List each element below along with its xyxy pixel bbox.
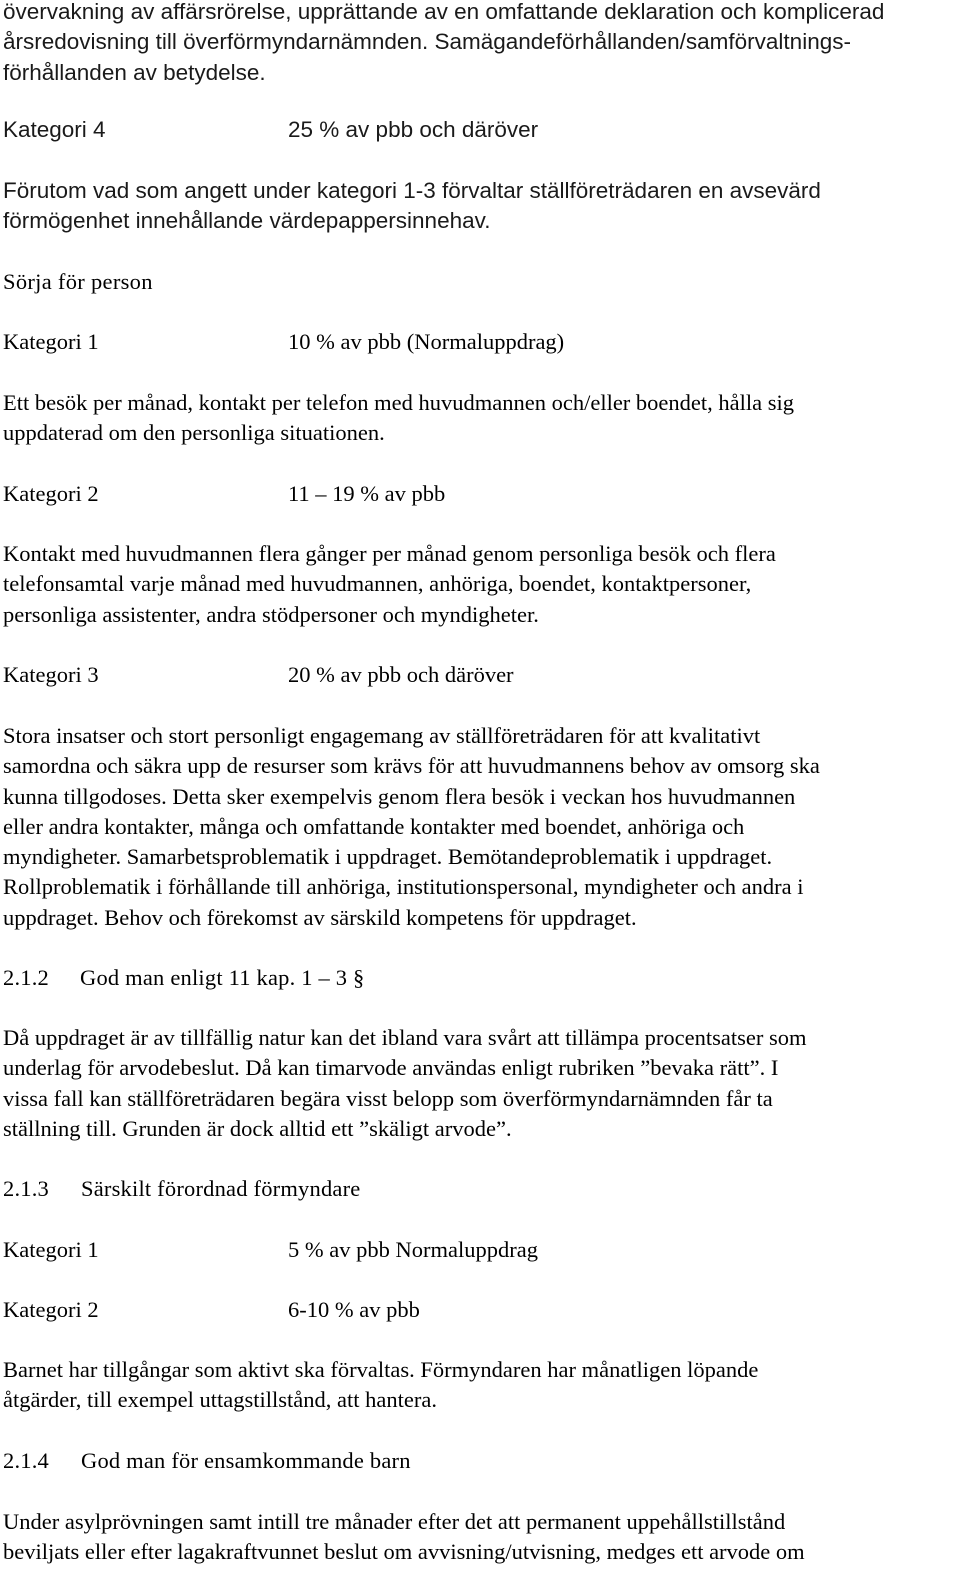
category-label: Kategori 1 [3, 1237, 99, 1262]
sorja-kategori-3-row [3, 660, 958, 690]
section-title: Särskilt förordnad förmyndare [81, 1176, 361, 1201]
text-line: uppdraget. Behov och förekomst av särskild kompetens för uppdraget. [3, 904, 637, 930]
section-number: 2.1.2 [3, 965, 49, 990]
text-line: telefonsamtal varje månad med huvudmannen, anhöriga, boendet, kontaktpersoner, [3, 571, 752, 597]
section-number: 2.1.4 [3, 1448, 49, 1473]
text-line: Kontakt med huvudmannen flera gånger per månad genom personliga besök och flera [3, 541, 776, 566]
section-2-1-3-kategori-2-row [3, 1295, 958, 1325]
text-line: årsredovisning till överförmyndarnämnden. Samägandeförhållanden/samförvaltnings- [3, 29, 851, 55]
text-line: myndigheter. Samarbetsproblematik i uppdraget. Bemötandeproblematik i uppdraget. [3, 844, 773, 870]
forvalta-kategori-4-row [3, 115, 958, 145]
category-value: 11 – 19 % av pbb [288, 481, 446, 506]
category-value: 25 % av pbb och däröver [288, 117, 539, 142]
text-line: Då uppdraget är av tillfällig natur kan det ibland vara svårt att tillämpa procentsatser som [3, 1025, 807, 1050]
category-label: Kategori 4 [3, 117, 106, 142]
section-title: God man enligt 11 kap. 1 – 3 § [80, 965, 365, 990]
text-line: beviljats eller efter lagakraftvunnet beslut om avvisning/utvisning, medges ett arvode om [3, 1539, 805, 1565]
sorja-kategori-1-description [3, 388, 958, 449]
intro-paragraph [3, 0, 958, 88]
text-line: Stora insatser och stort personligt engagemang av ställföreträdaren för att kvalitativt [3, 723, 761, 748]
category-label: Kategori 2 [3, 481, 99, 506]
text-line: personliga assistenter, andra stödpersoner och myndigheter. [3, 601, 539, 627]
section-2-1-3-paragraph [3, 1355, 958, 1416]
section-2-1-2-heading [3, 963, 958, 993]
text-line: Ett besök per månad, kontakt per telefon med huvudmannen och/eller boendet, hålla sig [3, 390, 795, 415]
section-title: God man för ensamkommande barn [81, 1448, 411, 1473]
sorja-kategori-3-description [3, 721, 958, 933]
text-line: förmögenhet innehållande värdepappersinnehav. [3, 208, 491, 234]
sorja-kategori-1-row [3, 327, 958, 357]
text-line: Barnet har tillgångar som aktivt ska förvaltas. Förmyndaren har månatligen löpande [3, 1357, 759, 1382]
category-label: Kategori 1 [3, 329, 99, 354]
text-line: förhållanden av betydelse. [3, 59, 266, 85]
category-value: 5 % av pbb Normaluppdrag [288, 1237, 538, 1262]
section-2-1-4-paragraph [3, 1507, 958, 1568]
category-value: 10 % av pbb (Normaluppdrag) [288, 329, 565, 354]
sorja-for-person-heading: Sörja för person [3, 269, 153, 294]
section-2-1-2-paragraph [3, 1023, 958, 1144]
forvalta-kategori-4-description [3, 176, 958, 237]
category-label: Kategori 3 [3, 662, 99, 687]
text-line: uppdaterad om den personliga situationen. [3, 420, 385, 446]
text-line: ställning till. Grunden är dock alltid ett ”skäligt arvode”. [3, 1115, 512, 1141]
category-value: 20 % av pbb och däröver [288, 662, 514, 687]
text-line: vissa fall kan ställföreträdaren begära visst belopp som överförmyndarnämnden får ta [3, 1085, 773, 1111]
sorja-kategori-2-row [3, 479, 958, 509]
text-line: kunna tillgodoses. Detta sker exempelvis genom flera besök i veckan hos huvudmannen [3, 783, 796, 809]
text-line: samordna och säkra upp de resurser som krävs för att huvudmannens behov av omsorg ska [3, 753, 820, 779]
section-2-1-4-heading [3, 1446, 958, 1476]
text-line: underlag för arvodebeslut. Då kan timarvode användas enligt rubriken ”bevaka rätt”. I [3, 1055, 779, 1081]
category-value: 6-10 % av pbb [288, 1297, 420, 1322]
text-line: eller andra kontakter, många och omfattande kontakter med boendet, anhöriga och [3, 813, 745, 839]
text-line: övervakning av affärsrörelse, upprättande av en omfattande deklaration och komplicerad [3, 0, 885, 24]
category-label: Kategori 2 [3, 1297, 99, 1322]
text-line: Förutom vad som angett under kategori 1-3 förvaltar ställföreträdaren en avsevärd [3, 178, 821, 203]
section-2-1-3-heading [3, 1174, 958, 1204]
sorja-kategori-2-description [3, 539, 958, 630]
section-2-1-3-kategori-1-row [3, 1235, 958, 1265]
text-line: åtgärder, till exempel uttagstillstånd, att hantera. [3, 1387, 437, 1413]
section-number: 2.1.3 [3, 1176, 49, 1201]
text-line: Under asylprövningen samt intill tre månader efter det att permanent uppehållstillstånd [3, 1509, 786, 1534]
text-line: Rollproblematik i förhållande till anhöriga, institutionspersonal, myndigheter och andra i [3, 874, 804, 900]
